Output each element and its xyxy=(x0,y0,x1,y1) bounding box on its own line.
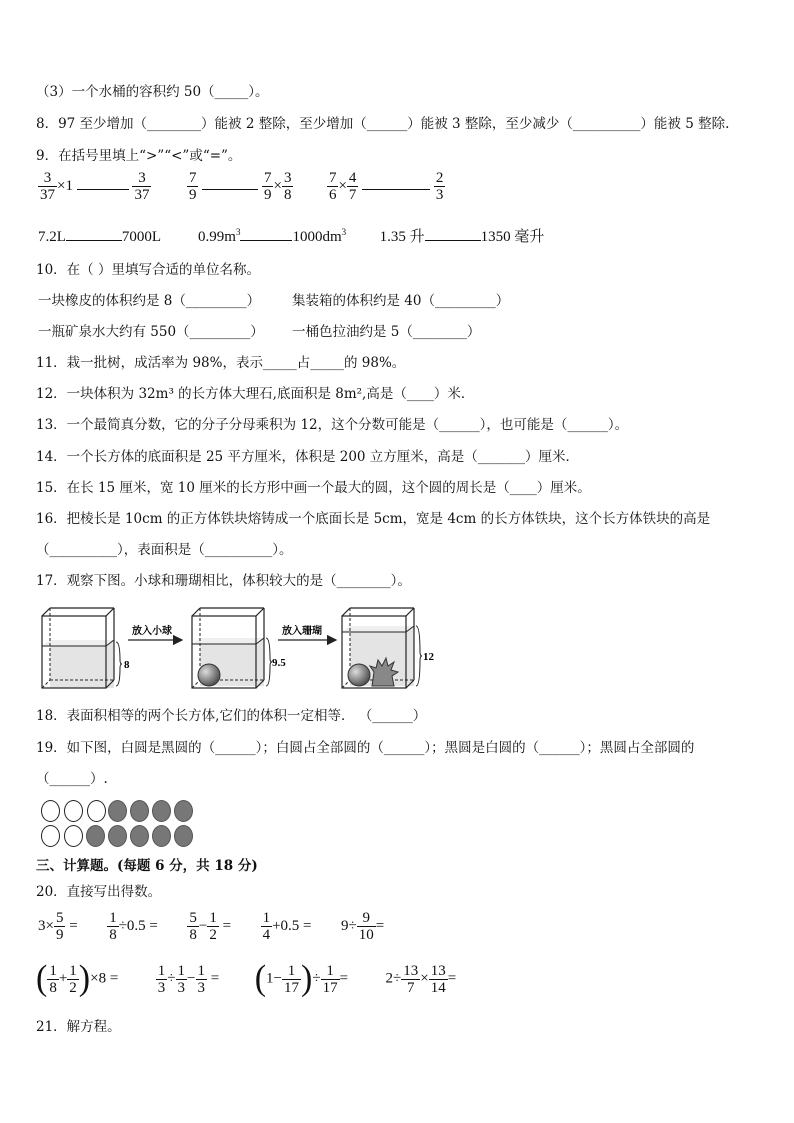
question-19-line2: （______）. xyxy=(36,771,108,787)
question-18: 18．表面积相等的两个长方体,它们的体积一定相等． （______） xyxy=(36,708,427,724)
question-9-row1: $\frac{3}{37}$ ×1 $\frac{3}{37}$ $\frac{7}{9}$ $\frac{7}{9}$ × $\frac{3}{8}$ $\frac{7}{6}$ × $\frac{4}{7}$ $\frac{2}{3}$ xyxy=(40,170,444,203)
fraction: $\frac{3}{37}$ xyxy=(40,170,55,203)
answer-blank[interactable] xyxy=(77,177,129,190)
answer-blank[interactable] xyxy=(425,228,481,241)
ball-icon xyxy=(198,664,220,686)
question-16-line1: 16．把棱长是 10cm 的正方体铁块熔铸成一个底面长是 5cm，宽是 4cm 的长方体铁块，这个长方体铁块的高是 xyxy=(36,511,711,527)
answer-blank[interactable] xyxy=(66,228,122,241)
section-3-title: 三、计算题。(每题 6 分，共 18 分) xyxy=(36,858,258,874)
container-3 xyxy=(342,608,435,688)
question-9-title: 9．在括号里填上“>”“<”或“=”。 xyxy=(36,148,242,164)
fraction: $\frac{7}{9}$ xyxy=(263,170,272,203)
svg-text:12: 12 xyxy=(423,651,434,663)
arrow-1-label: 放入小球 xyxy=(132,626,172,637)
fraction: $\frac{7}{6}$ xyxy=(328,170,337,203)
question-20-row2: ( $\frac{1}{8}$ + $\frac{1}{2}$ )×8 = $\frac{1}{3}$ ÷ $\frac{1}{3}$ − $\frac{1}{3}$ = (1− $\frac{1}{17}$ )÷ $\frac{1}{17}$ = 2÷ $\frac{13}{7}$ × $\frac{13}{14}$ = xyxy=(36,959,457,998)
question-10-d: 一桶色拉油约是 5（________） xyxy=(292,324,481,340)
question-21: 21．解方程。 xyxy=(36,1019,121,1035)
question-20-row1: 3× $\frac{5}{9}$ = $\frac{1}{8}$ ÷0.5 = $\frac{5}{8}$ − $\frac{1}{2}$ = $\frac{1}{4}$ +0.5 = 9÷ $\frac{9}{10}$ = xyxy=(38,910,385,943)
question-12: 12．一块体积为 32m³ 的长方体大理石,底面积是 8m²,高是（____）米． xyxy=(36,386,475,402)
svg-text:8: 8 xyxy=(124,659,130,671)
question-15: 15．在长 15 厘米，宽 10 厘米的长方形中画一个最大的圆，这个圆的周长是（____）厘米。 xyxy=(36,480,591,496)
answer-blank[interactable] xyxy=(240,228,292,241)
question-11: 11．栽一批树，成活率为 98%，表示_____占_____的 98%。 xyxy=(36,355,406,371)
fraction: $\frac{2}{3}$ xyxy=(435,170,444,203)
fraction: $\frac{3}{37}$ xyxy=(134,170,150,203)
fraction: $\frac{4}{7}$ xyxy=(348,170,357,203)
question-9-row2: 7.2L 7000L $0.99m^3$ $1000dm^3$ 1.35 升 1350 毫升 xyxy=(38,227,545,245)
fraction: $\frac{7}{9}$ xyxy=(188,170,197,203)
ball-icon xyxy=(348,664,370,686)
answer-blank[interactable] xyxy=(202,177,258,190)
question-17: 17．观察下图。小球和珊瑚相比，体积较大的是（________）。 xyxy=(36,573,411,589)
question-10-b: 集装箱的体积约是 40（_________） xyxy=(292,293,510,309)
question-10-title: 10．在（ ）里填写合适的单位名称。 xyxy=(36,262,260,278)
question-10-a: 一块橡皮的体积约是 8（_________） xyxy=(38,293,261,309)
question-13: 13．一个最简真分数，它的分子分母乘积为 12，这个分数可能是（______），也可能是（______）。 xyxy=(36,417,629,433)
fraction: $\frac{3}{8}$ xyxy=(283,170,292,203)
arrow-2-label: 放入珊瑚 xyxy=(282,626,322,637)
q7-item3: （3）一个水桶的容积约 50（_____）。 xyxy=(36,84,269,100)
question-14: 14．一个长方体的底面积是 25 平方厘米，体积是 200 立方厘米，高是（_______）厘米． xyxy=(36,449,580,465)
containers-figure xyxy=(36,602,456,694)
answer-blank[interactable] xyxy=(362,177,430,190)
container-1 xyxy=(42,608,130,688)
question-20: 20．直接写出得数。 xyxy=(36,884,162,900)
question-8: 8．97 至少增加（________）能被 2 整除，至少增加（______）能被 3 整除，至少减少（__________）能被 5 整除. xyxy=(36,116,730,132)
container-2 xyxy=(192,608,286,688)
question-16-line2: （__________），表面积是（__________）。 xyxy=(36,542,293,558)
question-10-c: 一瓶矿泉水大约有 550（_________） xyxy=(38,324,264,340)
question-19-line1: 19．如下图，白圆是黑圆的（______）；白圆占全部圆的（______）；黑圆是白圆的（______）；黑圆占全部圆的 xyxy=(36,740,695,756)
svg-text:9.5: 9.5 xyxy=(272,657,286,669)
